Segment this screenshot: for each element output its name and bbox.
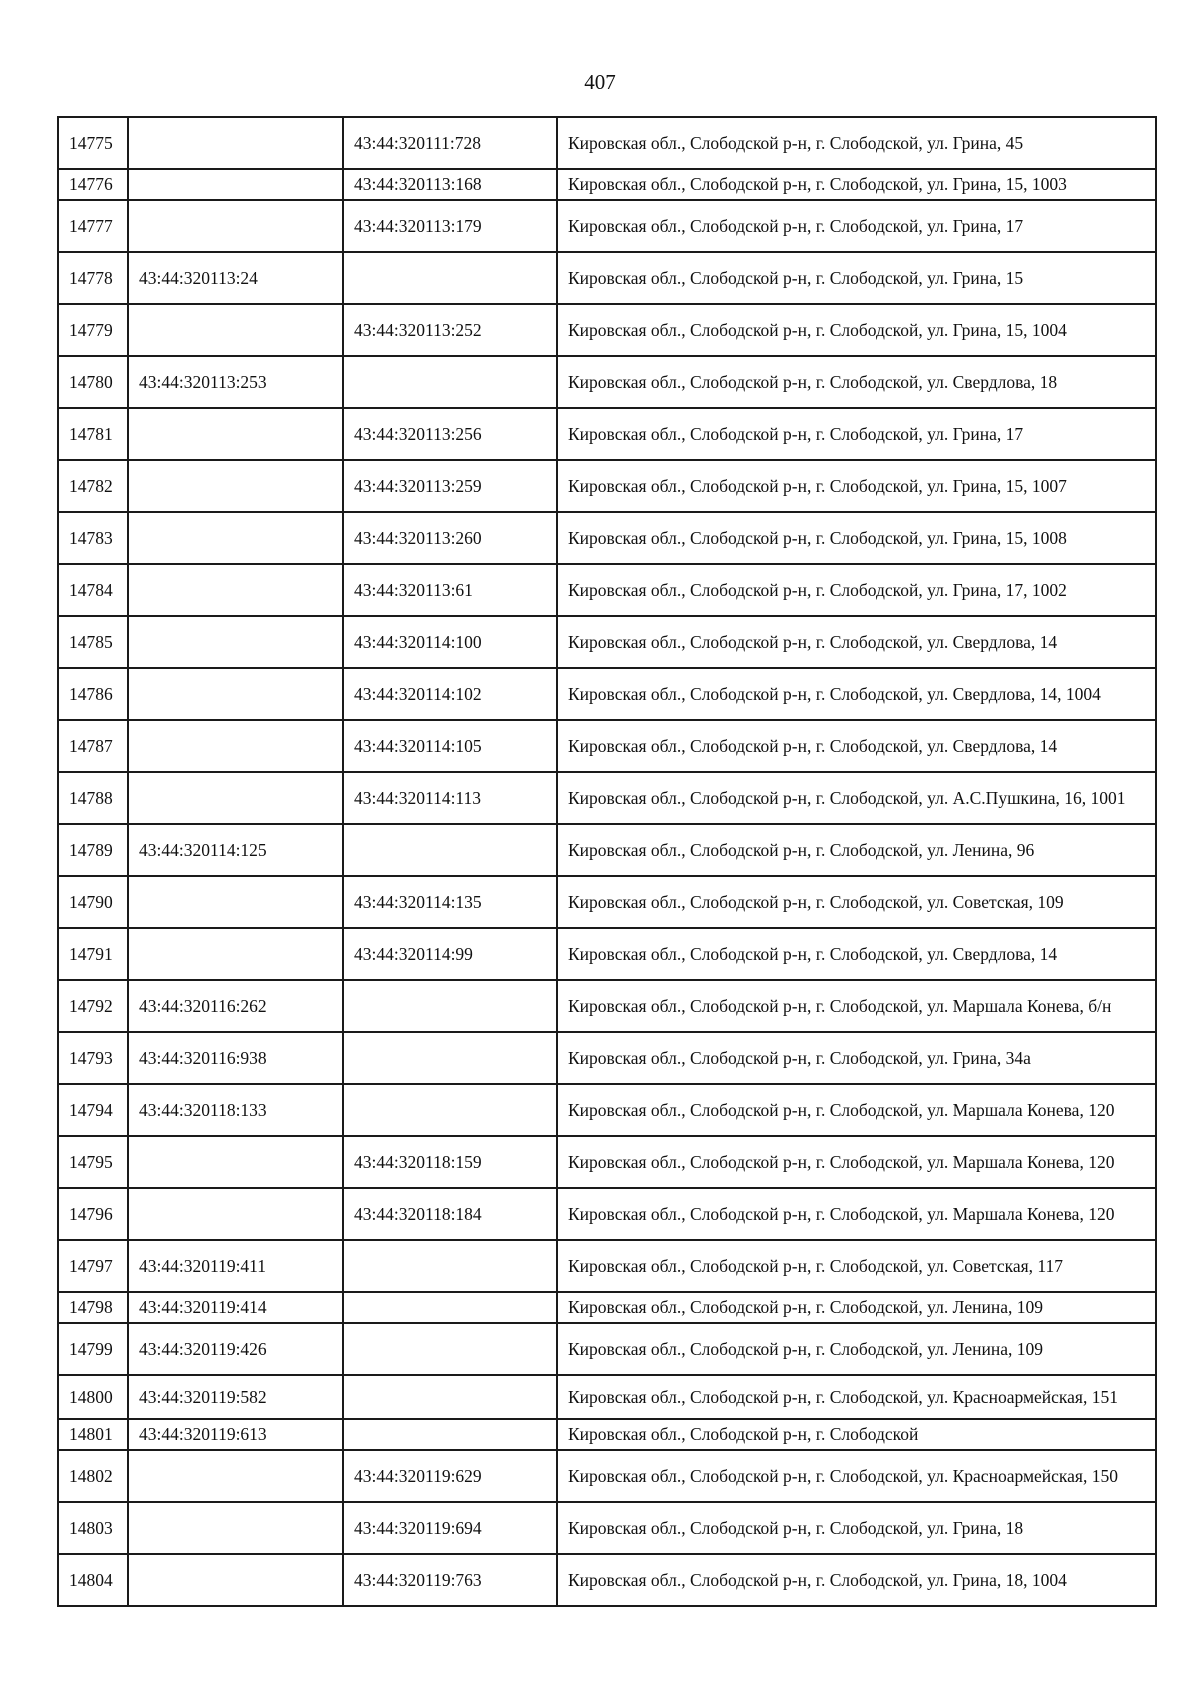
address-cell: Кировская обл., Слободской р-н, г. Слободской, ул. Ленина, 109 — [557, 1323, 1156, 1375]
cadastral-number-primary: 43:44:320116:262 — [128, 980, 343, 1032]
table-row — [58, 980, 1156, 1032]
page-number: 407 — [584, 70, 616, 94]
cadastral-number-secondary: 43:44:320113:252 — [343, 304, 557, 356]
table-row — [58, 1032, 1156, 1084]
cadastral-number-primary: 43:44:320118:133 — [128, 1084, 343, 1136]
address-cell: Кировская обл., Слободской р-н, г. Слободской, ул. Красноармейская, 150 — [557, 1450, 1156, 1502]
cadastral-number-primary — [128, 512, 343, 564]
address-cell: Кировская обл., Слободской р-н, г. Слободской, ул. Красноармейская, 151 — [557, 1375, 1156, 1419]
table-row — [58, 117, 1156, 169]
table-row — [58, 1084, 1156, 1136]
cadastral-number-secondary: 43:44:320118:184 — [343, 1188, 557, 1240]
address-cell: Кировская обл., Слободской р-н, г. Слободской, ул. Ленина, 96 — [557, 824, 1156, 876]
address-cell: Кировская обл., Слободской р-н, г. Слободской, ул. Грина, 18, 1004 — [557, 1554, 1156, 1606]
row-number: 14800 — [58, 1375, 128, 1419]
address-cell: Кировская обл., Слободской р-н, г. Слободской, ул. Грина, 17, 1002 — [557, 564, 1156, 616]
cadastral-number-primary — [128, 772, 343, 824]
cadastral-number-primary: 43:44:320119:411 — [128, 1240, 343, 1292]
address-cell: Кировская обл., Слободской р-н, г. Слободской, ул. Грина, 15, 1008 — [557, 512, 1156, 564]
address-cell: Кировская обл., Слободской р-н, г. Слободской, ул. Свердлова, 14 — [557, 720, 1156, 772]
row-number: 14799 — [58, 1323, 128, 1375]
address-cell: Кировская обл., Слободской р-н, г. Слободской, ул. Грина, 45 — [557, 117, 1156, 169]
cadastral-number-secondary — [343, 824, 557, 876]
row-number: 14783 — [58, 512, 128, 564]
cadastral-number-primary: 43:44:320119:426 — [128, 1323, 343, 1375]
cadastral-number-secondary: 43:44:320119:694 — [343, 1502, 557, 1554]
table-row — [58, 1292, 1156, 1323]
cadastral-number-secondary: 43:44:320113:179 — [343, 200, 557, 252]
address-cell: Кировская обл., Слободской р-н, г. Слободской, ул. Свердлова, 14 — [557, 616, 1156, 668]
registry-table-body — [58, 117, 1156, 1606]
table-row — [58, 720, 1156, 772]
cadastral-number-primary — [128, 1502, 343, 1554]
cadastral-number-primary — [128, 1450, 343, 1502]
cadastral-number-secondary: 43:44:320113:260 — [343, 512, 557, 564]
row-number: 14789 — [58, 824, 128, 876]
table-row — [58, 824, 1156, 876]
address-cell: Кировская обл., Слободской р-н, г. Слободской, ул. Грина, 17 — [557, 200, 1156, 252]
cadastral-number-secondary: 43:44:320118:159 — [343, 1136, 557, 1188]
cadastral-number-secondary — [343, 1240, 557, 1292]
address-cell: Кировская обл., Слободской р-н, г. Слободской, ул. Свердлова, 14 — [557, 928, 1156, 980]
table-row — [58, 512, 1156, 564]
cadastral-number-primary — [128, 1136, 343, 1188]
row-number: 14793 — [58, 1032, 128, 1084]
table-row — [58, 1323, 1156, 1375]
cadastral-number-primary — [128, 876, 343, 928]
row-number: 14781 — [58, 408, 128, 460]
address-cell: Кировская обл., Слободской р-н, г. Слободской, ул. Ленина, 109 — [557, 1292, 1156, 1323]
cadastral-number-secondary — [343, 1032, 557, 1084]
row-number: 14782 — [58, 460, 128, 512]
table-row — [58, 408, 1156, 460]
cadastral-number-primary — [128, 1554, 343, 1606]
address-cell: Кировская обл., Слободской р-н, г. Слободской, ул. Маршала Конева, б/н — [557, 980, 1156, 1032]
row-number: 14804 — [58, 1554, 128, 1606]
row-number: 14798 — [58, 1292, 128, 1323]
cadastral-number-secondary — [343, 1375, 557, 1419]
cadastral-number-secondary: 43:44:320113:61 — [343, 564, 557, 616]
cadastral-number-primary — [128, 460, 343, 512]
address-cell: Кировская обл., Слободской р-н, г. Слободской, ул. Грина, 17 — [557, 408, 1156, 460]
cadastral-number-primary — [128, 564, 343, 616]
cadastral-number-secondary — [343, 1323, 557, 1375]
row-number: 14790 — [58, 876, 128, 928]
cadastral-number-secondary: 43:44:320111:728 — [343, 117, 557, 169]
cadastral-number-primary: 43:44:320116:938 — [128, 1032, 343, 1084]
table-row — [58, 169, 1156, 200]
cadastral-number-primary — [128, 200, 343, 252]
cadastral-number-primary — [128, 408, 343, 460]
cadastral-number-secondary — [343, 980, 557, 1032]
table-row — [58, 304, 1156, 356]
table-row — [58, 1188, 1156, 1240]
address-cell: Кировская обл., Слободской р-н, г. Слободской, ул. Советская, 109 — [557, 876, 1156, 928]
cadastral-number-secondary: 43:44:320114:113 — [343, 772, 557, 824]
row-number: 14780 — [58, 356, 128, 408]
cadastral-number-primary: 43:44:320119:613 — [128, 1419, 343, 1450]
table-row — [58, 876, 1156, 928]
registry-table — [57, 116, 1157, 1607]
cadastral-number-primary — [128, 668, 343, 720]
table-row — [58, 200, 1156, 252]
table-row — [58, 1554, 1156, 1606]
address-cell: Кировская обл., Слободской р-н, г. Слободской, ул. Маршала Конева, 120 — [557, 1188, 1156, 1240]
cadastral-number-secondary — [343, 1419, 557, 1450]
cadastral-number-primary: 43:44:320114:125 — [128, 824, 343, 876]
cadastral-number-secondary — [343, 356, 557, 408]
row-number: 14794 — [58, 1084, 128, 1136]
table-row — [58, 1502, 1156, 1554]
address-cell: Кировская обл., Слободской р-н, г. Слободской, ул. Грина, 18 — [557, 1502, 1156, 1554]
table-row — [58, 928, 1156, 980]
address-cell: Кировская обл., Слободской р-н, г. Слободской, ул. Грина, 15, 1003 — [557, 169, 1156, 200]
address-cell: Кировская обл., Слободской р-н, г. Слободской, ул. Маршала Конева, 120 — [557, 1136, 1156, 1188]
cadastral-number-primary — [128, 1188, 343, 1240]
row-number: 14791 — [58, 928, 128, 980]
cadastral-number-secondary: 43:44:320119:763 — [343, 1554, 557, 1606]
row-number: 14788 — [58, 772, 128, 824]
address-cell: Кировская обл., Слободской р-н, г. Слободской, ул. Грина, 15, 1004 — [557, 304, 1156, 356]
address-cell: Кировская обл., Слободской р-н, г. Слободской, ул. Грина, 15, 1007 — [557, 460, 1156, 512]
row-number: 14785 — [58, 616, 128, 668]
table-row — [58, 252, 1156, 304]
cadastral-number-secondary — [343, 252, 557, 304]
cadastral-number-secondary: 43:44:320114:135 — [343, 876, 557, 928]
row-number: 14797 — [58, 1240, 128, 1292]
address-cell: Кировская обл., Слободской р-н, г. Слободской, ул. Маршала Конева, 120 — [557, 1084, 1156, 1136]
table-row — [58, 616, 1156, 668]
cadastral-number-primary: 43:44:320113:24 — [128, 252, 343, 304]
row-number: 14775 — [58, 117, 128, 169]
row-number: 14802 — [58, 1450, 128, 1502]
table-row — [58, 772, 1156, 824]
table-row — [58, 668, 1156, 720]
row-number: 14778 — [58, 252, 128, 304]
table-row — [58, 1450, 1156, 1502]
cadastral-number-primary — [128, 616, 343, 668]
cadastral-number-secondary: 43:44:320119:629 — [343, 1450, 557, 1502]
cadastral-number-primary — [128, 928, 343, 980]
table-row — [58, 356, 1156, 408]
cadastral-number-secondary: 43:44:320113:259 — [343, 460, 557, 512]
row-number: 14795 — [58, 1136, 128, 1188]
cadastral-number-secondary: 43:44:320114:102 — [343, 668, 557, 720]
address-cell: Кировская обл., Слободской р-н, г. Слободской, ул. Грина, 15 — [557, 252, 1156, 304]
table-row — [58, 564, 1156, 616]
cadastral-number-secondary: 43:44:320114:105 — [343, 720, 557, 772]
address-cell: Кировская обл., Слободской р-н, г. Слободской, ул. А.С.Пушкина, 16, 1001 — [557, 772, 1156, 824]
row-number: 14801 — [58, 1419, 128, 1450]
row-number: 14777 — [58, 200, 128, 252]
table-row — [58, 1240, 1156, 1292]
cadastral-number-secondary: 43:44:320114:100 — [343, 616, 557, 668]
cadastral-number-primary: 43:44:320113:253 — [128, 356, 343, 408]
row-number: 14779 — [58, 304, 128, 356]
address-cell: Кировская обл., Слободской р-н, г. Слободской, ул. Советская, 117 — [557, 1240, 1156, 1292]
address-cell: Кировская обл., Слободской р-н, г. Слободской, ул. Свердлова, 14, 1004 — [557, 668, 1156, 720]
cadastral-number-secondary: 43:44:320113:168 — [343, 169, 557, 200]
table-row — [58, 1375, 1156, 1419]
row-number: 14796 — [58, 1188, 128, 1240]
cadastral-number-primary — [128, 304, 343, 356]
cadastral-number-primary — [128, 720, 343, 772]
table-row — [58, 1136, 1156, 1188]
table-row — [58, 1419, 1156, 1450]
cadastral-number-secondary: 43:44:320114:99 — [343, 928, 557, 980]
address-cell: Кировская обл., Слободской р-н, г. Слободской, ул. Свердлова, 18 — [557, 356, 1156, 408]
row-number: 14776 — [58, 169, 128, 200]
cadastral-number-primary — [128, 169, 343, 200]
row-number: 14803 — [58, 1502, 128, 1554]
cadastral-number-secondary — [343, 1084, 557, 1136]
address-cell: Кировская обл., Слободской р-н, г. Слободской, ул. Грина, 34а — [557, 1032, 1156, 1084]
row-number: 14786 — [58, 668, 128, 720]
cadastral-number-secondary: 43:44:320113:256 — [343, 408, 557, 460]
row-number: 14784 — [58, 564, 128, 616]
cadastral-number-primary: 43:44:320119:414 — [128, 1292, 343, 1323]
row-number: 14792 — [58, 980, 128, 1032]
address-cell: Кировская обл., Слободской р-н, г. Слободской — [557, 1419, 1156, 1450]
cadastral-number-primary — [128, 117, 343, 169]
table-row — [58, 460, 1156, 512]
cadastral-number-primary: 43:44:320119:582 — [128, 1375, 343, 1419]
cadastral-number-secondary — [343, 1292, 557, 1323]
row-number: 14787 — [58, 720, 128, 772]
